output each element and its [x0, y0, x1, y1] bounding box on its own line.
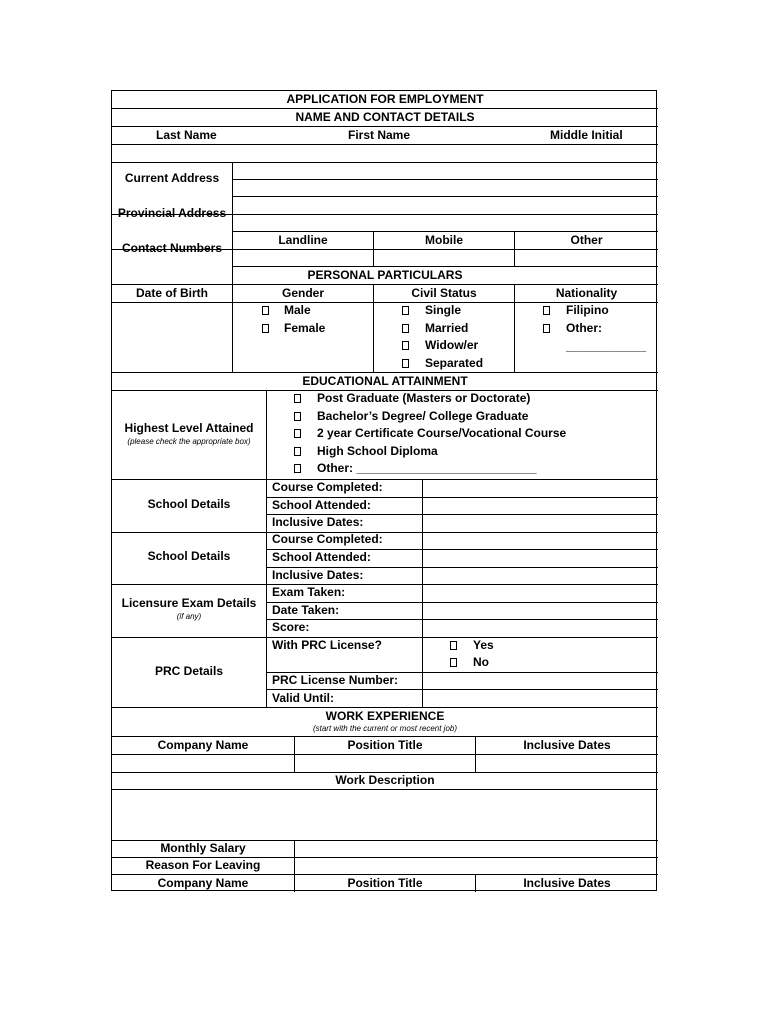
licensure-note: (if any) [176, 612, 202, 621]
married-option: Married [425, 321, 469, 335]
work-experience-note: (start with the current or most recent job) [312, 724, 458, 733]
course-completed-label: Course Completed: [272, 532, 383, 546]
nationality-label: Nationality [555, 286, 618, 300]
single-checkbox[interactable] [402, 306, 409, 315]
position-title-label: Position Title [347, 738, 423, 752]
row-line [112, 372, 658, 373]
separated-option: Separated [425, 356, 484, 370]
inclusive-dates-label: Inclusive Dates: [272, 568, 364, 582]
score-field[interactable] [423, 620, 658, 636]
male-checkbox[interactable] [262, 306, 269, 315]
row-line [112, 874, 658, 875]
school-attended-field[interactable] [423, 550, 658, 566]
filipino-checkbox[interactable] [543, 306, 550, 315]
col-line [266, 390, 267, 707]
filipino-option: Filipino [566, 303, 609, 317]
date-of-birth-field[interactable] [112, 303, 232, 371]
last-name-label: Last Name [156, 128, 217, 142]
valid-until-label: Valid Until: [272, 691, 335, 705]
inclusive-dates-field[interactable] [423, 515, 658, 531]
employment-application-form [111, 90, 657, 891]
row-line [112, 284, 658, 285]
female-option: Female [284, 321, 326, 335]
work-experience-heading: WORK EXPERIENCE [325, 709, 445, 723]
reason-for-leaving-label: Reason For Leaving [145, 858, 261, 872]
post-graduate-option: Post Graduate (Masters or Doctorate) [317, 391, 531, 405]
row-line [112, 707, 658, 708]
other-education-option: Other: ___________________________ [317, 461, 537, 475]
other-nationality-option: Other: [566, 321, 602, 335]
prc-yes-option: Yes [473, 638, 494, 652]
inclusive-dates-label: Inclusive Dates [523, 876, 611, 890]
middle-initial-label: Middle Initial [550, 128, 623, 142]
other-label: Other [570, 233, 603, 247]
prc-license-number-label: PRC License Number: [272, 673, 399, 687]
name-contact-heading: NAME AND CONTACT DETAILS [295, 110, 475, 124]
high-school-checkbox[interactable] [294, 447, 301, 456]
school-attended-label: School Attended: [272, 550, 371, 564]
date-of-birth-label: Date of Birth [136, 286, 208, 300]
gender-label: Gender [281, 286, 324, 300]
highest-level-note: (please check the appropriate box) [127, 437, 251, 446]
personal-particulars-heading: PERSONAL PARTICULARS [307, 268, 463, 282]
course-completed-label: Course Completed: [272, 480, 383, 494]
position-title-field[interactable] [295, 755, 475, 771]
high-school-option: High School Diploma [317, 444, 438, 458]
prc-details-label: PRC Details [154, 664, 224, 678]
other-number-field[interactable] [515, 250, 658, 266]
contact-numbers-label: Contact Numbers [121, 241, 222, 255]
prc-license-number-field[interactable] [423, 673, 658, 689]
exam-taken-field[interactable] [423, 585, 658, 601]
row-line [112, 637, 658, 638]
widow-checkbox[interactable] [402, 341, 409, 350]
bachelors-checkbox[interactable] [294, 412, 301, 421]
certificate-option: 2 year Certificate Course/Vocational Course [317, 426, 567, 440]
mobile-label: Mobile [425, 233, 463, 247]
prc-no-option: No [473, 655, 489, 669]
landline-label: Landline [278, 233, 328, 247]
school-attended-field[interactable] [423, 498, 658, 514]
inclusive-dates-field[interactable] [476, 755, 658, 771]
current-address-field[interactable] [233, 163, 658, 213]
mobile-field[interactable] [374, 250, 514, 266]
bachelors-option: Bachelor’s Degree/ College Graduate [317, 409, 529, 423]
educational-attainment-heading: EDUCATIONAL ATTAINMENT [302, 374, 468, 388]
work-description-field[interactable] [112, 790, 658, 839]
civil-status-label: Civil Status [411, 286, 477, 300]
post-graduate-checkbox[interactable] [294, 394, 301, 403]
school-details-label: School Details [147, 549, 231, 563]
exam-taken-label: Exam Taken: [272, 585, 346, 599]
work-description-label: Work Description [335, 773, 435, 787]
form-title: APPLICATION FOR EMPLOYMENT [286, 92, 484, 106]
female-checkbox[interactable] [262, 324, 269, 333]
monthly-salary-field[interactable] [295, 841, 658, 857]
position-title-label: Position Title [347, 876, 423, 890]
school-details-label: School Details [147, 497, 231, 511]
row-line [112, 108, 658, 109]
with-prc-license-label: With PRC License? [272, 638, 382, 652]
male-option: Male [284, 303, 311, 317]
widow-option: Widow/er [425, 338, 479, 352]
row-line [112, 736, 658, 737]
first-name-label: First Name [348, 128, 411, 142]
single-option: Single [425, 303, 462, 317]
name-entry-field[interactable] [112, 145, 658, 161]
landline-field[interactable] [233, 250, 373, 266]
certificate-checkbox[interactable] [294, 429, 301, 438]
score-label: Score: [272, 620, 310, 634]
company-name-field[interactable] [112, 755, 294, 771]
inclusive-dates-label: Inclusive Dates: [272, 515, 364, 529]
highest-level-label: Highest Level Attained [124, 421, 254, 435]
provincial-address-label: Provincial Address [117, 206, 227, 220]
valid-until-field[interactable] [423, 690, 658, 706]
reason-for-leaving-field[interactable] [295, 858, 658, 874]
monthly-salary-label: Monthly Salary [160, 841, 246, 855]
date-taken-field[interactable] [423, 603, 658, 619]
separated-checkbox[interactable] [402, 359, 409, 368]
prc-yes-checkbox[interactable] [450, 641, 457, 650]
prc-no-checkbox[interactable] [450, 658, 457, 667]
company-name-label: Company Name [157, 876, 249, 890]
married-checkbox[interactable] [402, 324, 409, 333]
other-nationality-blank[interactable]: ____________ [566, 339, 647, 353]
company-name-label: Company Name [157, 738, 249, 752]
inclusive-dates-field[interactable] [423, 568, 658, 584]
course-completed-field[interactable] [423, 533, 658, 549]
licensure-exam-label: Licensure Exam Details [121, 596, 257, 610]
inclusive-dates-label: Inclusive Dates [523, 738, 611, 752]
other-nationality-checkbox[interactable] [543, 324, 550, 333]
date-taken-label: Date Taken: [272, 603, 340, 617]
current-address-label: Current Address [124, 171, 220, 185]
row-line [232, 266, 658, 267]
row-line [112, 126, 658, 127]
course-completed-field[interactable] [423, 480, 658, 496]
other-education-checkbox[interactable] [294, 464, 301, 473]
school-attended-label: School Attended: [272, 498, 371, 512]
